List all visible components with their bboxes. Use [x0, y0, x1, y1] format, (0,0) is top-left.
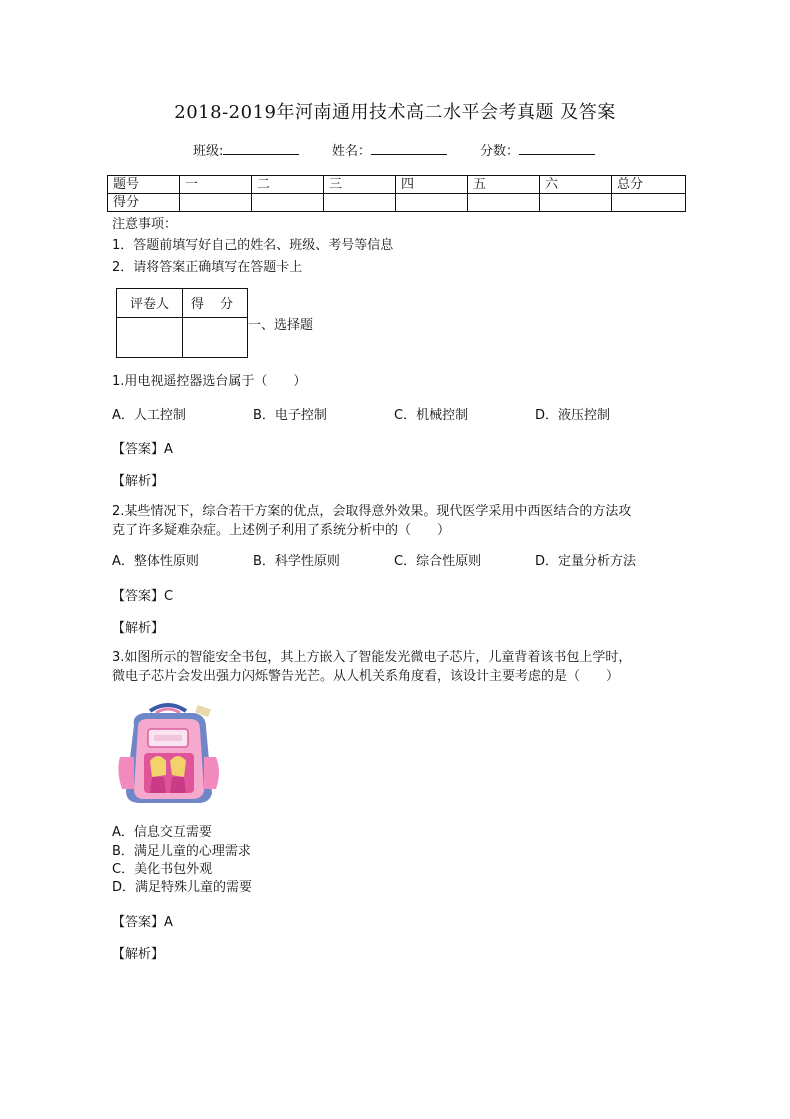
- name-label: 姓名：: [332, 144, 372, 159]
- score-input-cell[interactable]: [252, 194, 324, 212]
- score-input-cell[interactable]: [324, 194, 396, 212]
- notes-item-1: 1．答题前填写好自己的姓名、班级、考号等信息: [112, 238, 394, 253]
- question-3-answer: 【答案】A: [112, 915, 173, 930]
- class-label: 班级:: [193, 144, 224, 159]
- question-2-option-c[interactable]: C．综合性原则: [394, 554, 482, 569]
- grader-box: [116, 288, 248, 358]
- question-2-analysis: 【解析】: [112, 621, 165, 636]
- question-2-option-a[interactable]: A．整体性原则: [112, 554, 199, 569]
- score-table-header-row: [108, 176, 686, 194]
- table-cell: 五: [468, 176, 540, 194]
- question-3-option-d[interactable]: D．满足特殊儿童的需要: [112, 880, 253, 895]
- question-2-answer: 【答案】C: [112, 589, 174, 604]
- question-3-analysis: 【解析】: [112, 947, 165, 962]
- backpack-image: [112, 697, 224, 809]
- question-1-option-b[interactable]: B．电子控制: [253, 408, 327, 423]
- score-table: [107, 175, 686, 212]
- table-cell: 三: [324, 176, 396, 194]
- class-blank[interactable]: [223, 142, 299, 155]
- question-1-option-c[interactable]: C．机械控制: [394, 408, 469, 423]
- table-cell: 一: [180, 176, 252, 194]
- question-1-stem: 1.用电视遥控器选台属于（ ）: [112, 374, 307, 389]
- table-cell: 四: [396, 176, 468, 194]
- page-title: 2018-2019年河南通用技术高二水平会考真题 及答案: [174, 102, 616, 123]
- question-3-stem-line-2: 微电子芯片会发出强力闪烁警告光芒。从人机关系角度看，该设计主要考虑的是（ ）: [112, 669, 620, 684]
- table-cell: 题号: [108, 176, 180, 194]
- score-input-cell[interactable]: [540, 194, 612, 212]
- table-cell: 得分: [108, 194, 180, 212]
- question-3-option-a[interactable]: A．信息交互需要: [112, 825, 212, 840]
- section-title: 一、选择题: [248, 318, 314, 333]
- score-input-cell[interactable]: [468, 194, 540, 212]
- table-cell: 总分: [612, 176, 686, 194]
- question-3-stem-line-1: 3.如图所示的智能安全书包，其上方嵌入了智能发光微电子芯片，儿童背着该书包上学时，: [112, 650, 632, 665]
- question-1-answer: 【答案】A: [112, 442, 173, 457]
- table-cell: 六: [540, 176, 612, 194]
- question-1-option-d[interactable]: D．液压控制: [535, 408, 611, 423]
- question-2-stem-line-1: 2.某些情况下，综合若干方案的优点，会取得意外效果。现代医学采用中西医结合的方法攻: [112, 504, 632, 519]
- question-1-option-a[interactable]: A．人工控制: [112, 408, 186, 423]
- question-1-analysis: 【解析】: [112, 474, 165, 489]
- notes-item-2: 2．请将答案正确填写在答题卡上: [112, 260, 303, 275]
- question-3-option-b[interactable]: B．满足儿童的心理需求: [112, 844, 251, 859]
- table-cell: 二: [252, 176, 324, 194]
- question-2-stem-line-2: 克了许多疑难杂症。上述例子利用了系统分析中的（ ）: [112, 523, 451, 538]
- grader-label: 评卷人: [129, 297, 169, 312]
- name-field: [332, 140, 447, 159]
- score-field: [480, 140, 595, 159]
- question-2-option-b[interactable]: B．科学性原则: [253, 554, 340, 569]
- question-3-option-c[interactable]: C．美化书包外观: [112, 862, 213, 877]
- class-field: [193, 140, 299, 159]
- grader-score-label: 得 分: [190, 297, 240, 312]
- score-blank[interactable]: [519, 142, 595, 155]
- score-label: 分数：: [480, 144, 520, 159]
- notes-heading: 注意事项：: [112, 217, 178, 232]
- score-input-cell[interactable]: [180, 194, 252, 212]
- score-input-cell[interactable]: [396, 194, 468, 212]
- score-input-cell[interactable]: [612, 194, 686, 212]
- name-blank[interactable]: [371, 142, 447, 155]
- question-2-option-d[interactable]: D．定量分析方法: [535, 554, 637, 569]
- score-table-score-row: [108, 194, 686, 212]
